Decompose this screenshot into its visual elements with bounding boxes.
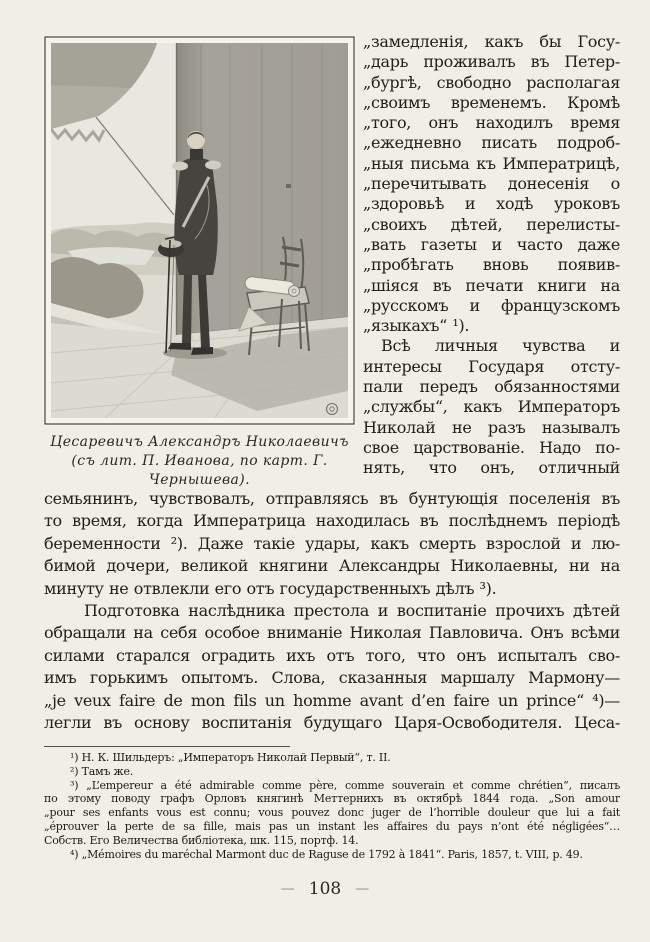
text-line: „русскомъ и французскомъ xyxy=(363,295,620,315)
text-line: „языкахъ“ ¹). xyxy=(363,316,470,336)
footnote-line: ²) Тамъ же. xyxy=(70,764,134,778)
lithograph-tsarevich-on-terrace xyxy=(43,35,356,426)
text-line: „вать газеты и часто даже xyxy=(363,234,620,254)
footnote-line: Собств. Его Величества библіотека, шк. 115, портф. 14. xyxy=(44,833,359,847)
caption-line-2: (съ лит. П. Иванова, по карт. Г. Чернышева). xyxy=(71,453,328,488)
caption-line-1: Цесаревичъ Александръ Николаевичъ xyxy=(50,434,349,450)
text-line: имъ горькимъ опытомъ. Слова, сказанныя маршалу Мармону— xyxy=(44,668,620,688)
text-line: легли въ основу воспитанія будущаго Царя-Освободителя. Цеса- xyxy=(44,712,620,732)
epaulette-right xyxy=(205,161,221,170)
plate-image xyxy=(51,43,348,418)
footnote-line: ¹) Н. К. Шильдеръ: „Императоръ Николай Первый“, т. II. xyxy=(70,751,391,764)
page-number-footer xyxy=(0,879,650,899)
collar xyxy=(190,149,203,160)
footnotes-block xyxy=(44,751,620,861)
text-line: обращали на себя особое вниманіе Николая Павловича. Онъ всѣми xyxy=(44,623,620,643)
text-line: интересы Государя отсту- xyxy=(363,356,620,376)
text-line: Подготовка наслѣдника престола и воспитаніе прочихъ дѣтей xyxy=(84,600,620,620)
held-cap xyxy=(158,240,184,257)
footnote-line: ³) „L’empereur a été admirable comme père, comme souverain et comme chrétien“, писалъ xyxy=(70,778,620,792)
footnote-line: ⁴) „Mémoires du maréchal Marmont duc de Raguse de 1792 à 1841“. Paris, 1857, t. VIII, p. 49. xyxy=(70,847,583,861)
text-line: „дарь проживалъ въ Петер- xyxy=(363,52,620,72)
text-line: „своихъ дѣтей, перелисты- xyxy=(363,214,620,234)
text-line: „ежедневно писать подроб- xyxy=(363,133,620,153)
text-line: „je veux faire de mon fils un homme avant d’en faire un prince“ ⁴)— xyxy=(44,690,620,710)
text-line: нять, что онъ, отличный xyxy=(363,458,620,478)
text-column-right xyxy=(363,32,620,479)
text-line: „своимъ временемъ. Кромѣ xyxy=(363,92,620,112)
text-line: „пробѣгать вновь появив- xyxy=(363,255,620,275)
footnote-separator xyxy=(44,746,290,747)
epaulette-left xyxy=(172,162,188,171)
text-line: свое царствованіе. Надо по- xyxy=(363,437,620,457)
text-line: минуту не отвлекли его отъ государственныхъ дѣлъ ³). xyxy=(44,578,497,598)
text-line: „замедленія, какъ бы Госу- xyxy=(363,32,620,51)
text-line: „службы“, какъ Императоръ xyxy=(363,397,620,417)
page-number: 108 xyxy=(308,879,342,899)
text-line: „того, онъ находилъ время xyxy=(363,113,620,133)
body-text xyxy=(44,488,620,734)
text-line: „шіяся въ печати книги на xyxy=(363,275,620,295)
footer-dash-right: — xyxy=(355,881,370,897)
footer-dash-left: — xyxy=(280,881,295,897)
text-line: то время, когда Императрица находилась въ послѣднемъ періодѣ xyxy=(44,511,620,531)
text-line: „бургѣ, свободно располагая xyxy=(363,72,620,92)
text-line: Всѣ личныя чувства и xyxy=(381,336,620,356)
text-line: Николай не разъ называлъ xyxy=(363,417,620,437)
text-line: семьянинъ, чувствовалъ, отправляясь въ бунтующія поселенія въ xyxy=(44,489,620,508)
text-line: „здоровьѣ и ходѣ уроковъ xyxy=(363,194,620,214)
figure-illustration xyxy=(43,35,356,426)
footnote-line: „pour ses enfants vous est connu; vous pouvez donc juger de l’horrible douleur que lui a fait xyxy=(44,806,620,820)
text-line: силами старался оградить ихъ отъ того, что онъ испыталъ сво- xyxy=(44,645,620,665)
wall-latch xyxy=(286,184,291,188)
footnote-line: по этому поводу графъ Орловъ княгинѣ Меттернихъ въ октябрѣ 1844 года. „Son amour xyxy=(44,792,620,806)
text-line: „ныя письма къ Императрицѣ, xyxy=(363,153,620,173)
text-line: беременности ²). Даже такіе удары, какъ смерть взрослой и лю- xyxy=(44,533,620,553)
text-line: пали передъ обязанностями xyxy=(363,377,620,397)
figure-caption xyxy=(33,433,366,490)
footnote-line: „éprouver la perte de sa fille, mais pas un instant les affaires du pays n’ont été négligées“… xyxy=(44,819,620,833)
text-line: „перечитывать донесенія о xyxy=(363,174,620,194)
text-line: бимой дочери, великой княгини Александры Николаевны, ни на xyxy=(44,556,620,576)
